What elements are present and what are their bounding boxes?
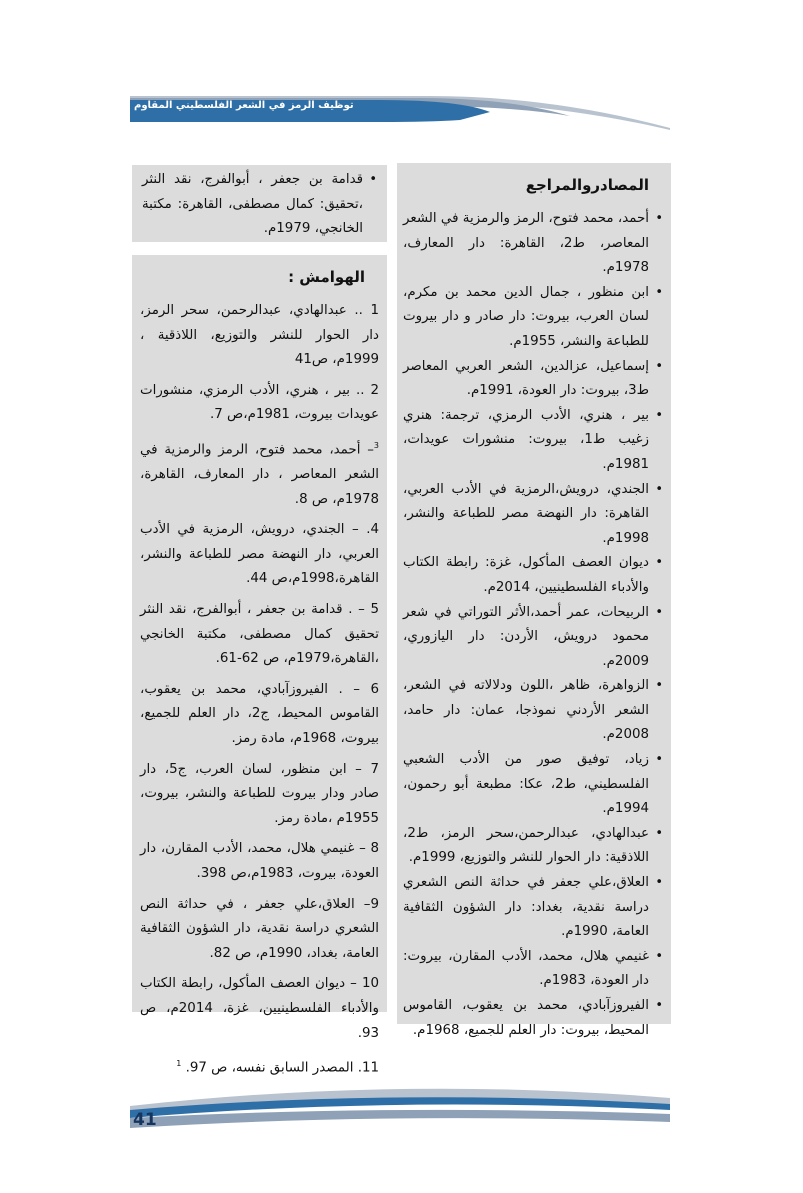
list-item: • عبدالهادي، عبدالرحمن،سحر الرمز، ط2، اللاذقية: دار الحوار للنشر والتوزيع، 1999م. [403, 822, 649, 871]
list-item: • قدامة بن جعفر ، أبوالفرج، نقد النثر ،تحقيق: كمال مصطفى، القاهرة: مكتبة الخانجي، 1979م. [142, 168, 363, 242]
list-item: • ابن منظور ، جمال الدين محمد بن مكرم، لسان العرب، بيروت: دار صادر و دار بيروت للطباعة والنشر، 1955م. [403, 281, 649, 355]
list-item: • الجندي، درويش،الرمزية في الأدب العربي، القاهرة: دار النهضة مصر للطباعة والنشر، 1998م. [403, 478, 649, 552]
list-item: • زياد، توفيق صور من الأدب الشعبي الفلسطيني، ط2، عكا: مطبعة أبو رحمون، 1994م. [403, 748, 649, 822]
footnotes-heading: الهوامش : [288, 268, 365, 286]
header-title: توظيف الرمز في الشعر الفلسطيني المقاوم [134, 100, 354, 111]
footnote [140, 1052, 379, 1081]
footnote: 7 – ابن منظور، لسان العرب، ج5، دار صادر ودار بيروت للطباعة والنشر، بيروت، 1955م ،مادة رمز. [140, 761, 379, 826]
footnote: 4. – الجندي، درويش، الرمزية في الأدب العربي، دار النهضة مصر للطباعة والنشر، القاهرة،1998م،ص 44. [140, 522, 379, 587]
page-number: 41 [133, 1110, 157, 1130]
footnote: 5 – . قدامة بن جعفر ، أبوالفرج، نقد النثر تحقيق كمال مصطفى، مكتبة الخانجي ،القاهرة،1979م، ص 62-61. [140, 602, 379, 667]
list-item: • إسماعيل، عزالدين، الشعر العربي المعاصر ط3، بيروت: دار العودة، 1991م. [403, 355, 649, 404]
top-reference-box [132, 165, 387, 242]
list-item: • ديوان العصف المأكول، غزة: رابطة الكتاب والأدباء الفلسطينيين، 2014م. [403, 551, 649, 600]
footnotes-box [132, 255, 387, 1076]
sources-box [397, 163, 671, 1038]
footnote-text: – أحمد، محمد فتوح، الرمز والرمزية في الشعر المعاصر ، دار المعارف، القاهرة، 1978م، ص 8. [140, 442, 379, 507]
sources-heading: المصادروالمراجع [525, 176, 649, 194]
footnote-superscript: 1 [176, 1059, 182, 1069]
footnote: 2 .. بير ، هنري، الأدب الرمزي، منشورات عويدات بيروت، 1981م،ص 7. [140, 382, 379, 423]
list-item: • الفيروزآبادي، محمد بن يعقوب، القاموس المحيط، بيروت: دار العلم للجميع، 1968م. [403, 994, 649, 1043]
list-item: • الربيحات، عمر أحمد،الأثر التوراتي في شعر محمود درويش، الأردن: دار اليازوري، 2009م. [403, 601, 649, 675]
footnote-text: 11. المصدر السابق نفسه، ص 97. [185, 1060, 379, 1076]
footnote: 10 – ديوان العصف المأكول، رابطة الكتاب والأدباء الفلسطينيين، غزة، 2014م، ص 93. [140, 976, 379, 1041]
footnote: 6 – . الفيروزآبادي، محمد بن يعقوب، القاموس المحيط، ج2، دار العلم للجميع، بيروت، 1968م، مادة رمز. [140, 681, 379, 746]
footnote [140, 434, 379, 512]
list-item: • بير ، هنري، الأدب الرمزي، ترجمة: هنري زغيب ط1، بيروت: منشورات عويدات، 1981م. [403, 404, 649, 478]
footnote: 1 .. عبدالهادي، عبدالرحمن، سحر الرمز، دار الحوار للنشر والتوزيع، اللاذقية ، 1999م، ص41 [140, 303, 379, 368]
list-item: • أحمد، محمد فتوح، الرمز والرمزية في الشعر المعاصر، ط2، القاهرة: دار المعارف، 1978م. [403, 207, 649, 281]
list-item: • الزواهرة، ظاهر ،اللون ودلالاته في الشعر، الشعر الأردني نموذجا، عمان: دار حامد، 2008م. [403, 674, 649, 748]
footnote-superscript: 3 [373, 440, 379, 450]
sources-list [403, 207, 663, 1043]
list-item: • العلاق،علي جعفر في حداثة النص الشعري دراسة نقدية، بغداد: دار الشؤون الثقافية العامة، 1990م. [403, 871, 649, 945]
footnote: 8 – غنيمي هلال، محمد، الأدب المقارن، دار العودة، بيروت، 1983م،ص 398. [140, 841, 379, 881]
footnote: 9– العلاق،علي جعفر ، في حداثة النص الشعري دراسة نقدية، دار الشؤون الثقافية العامة، بغداد، 1990م، ص 82. [140, 896, 379, 961]
list-item: • غنيمي هلال، محمد، الأدب المقارن، بيروت: دار العودة، 1983م. [403, 945, 649, 994]
footer-band [130, 1078, 670, 1148]
